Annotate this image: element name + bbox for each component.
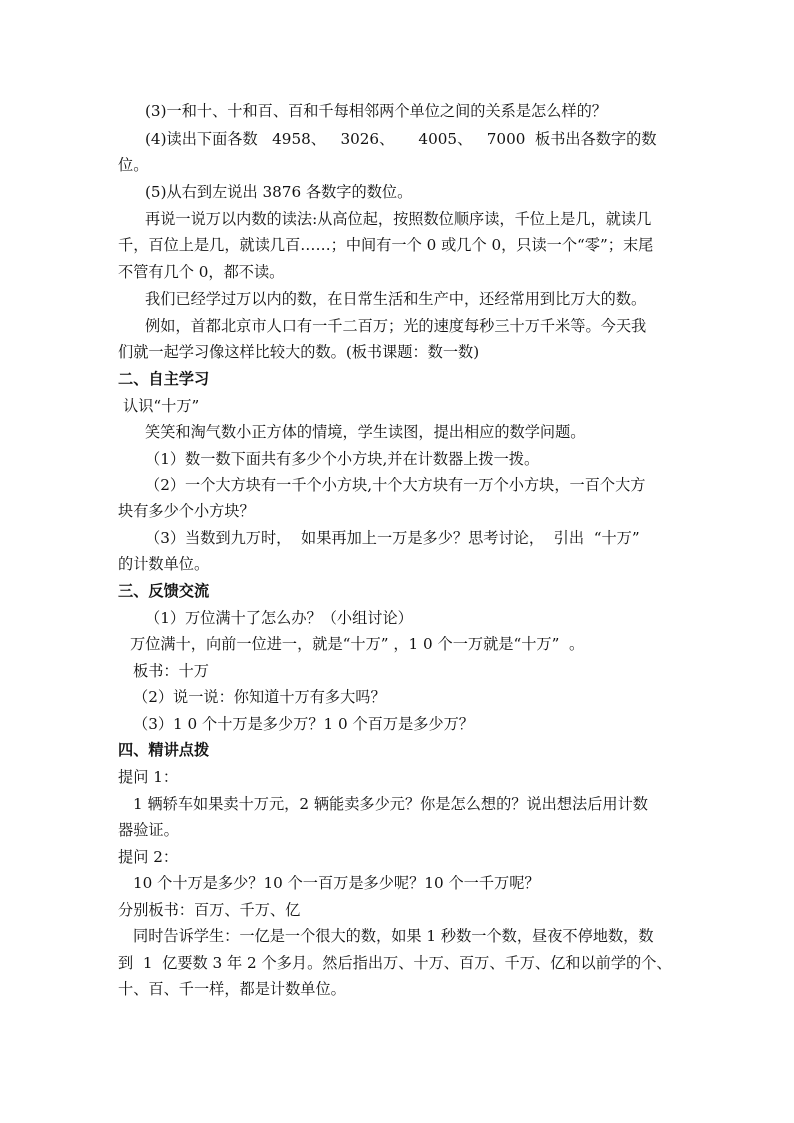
text-line: 千，百位上是几，就读几百……；中间有一个 0 或几个 0，只读一个“零”；末尾 (118, 236, 654, 254)
text-line: 10 个十万是多少？10 个一百万是多少呢？10 个一千万呢？ (133, 874, 540, 892)
text-line: 提问 2： (118, 848, 179, 866)
text-line: 我们已经学过万以内的数，在日常生活和生产中，还经常用到比万大的数。 (145, 290, 647, 308)
text-line: （2）说一说：你知道十万有多大吗？ (133, 688, 386, 706)
text-line: 1 辆轿车如果卖十万元，2 辆能卖多少元？你是怎么想的？说出想法后用计数 (133, 795, 648, 813)
text-line: 例如，首都北京市人口有一千二百万；光的速度每秒三十万千米等。今天我 (145, 317, 647, 335)
text-line: 同时告诉学生：一亿是一个很大的数，如果 1 秒数一个数，昼夜不停地数，数 (133, 927, 654, 945)
text-line: （2）一个大方块有一千个小方块,十个大方块有一万个小方块，一百个大方 (145, 476, 646, 494)
text-line: 器验证。 (118, 821, 179, 839)
text-line: 再说一说万以内数的读法:从高位起，按照数位顺序读，千位上是几，就读几 (145, 210, 652, 228)
text-line: 到 1 亿要数 3 年 2 个多月。然后指出万、十万、百万、千万、亿和以前学的个、 (118, 954, 672, 972)
text-line: （3）当数到九万时， 如果再加上一万是多少？思考讨论， 引出 “十万” (145, 529, 640, 547)
text-line: (5)从右到左说出 3876 各数字的数位。 (145, 183, 413, 201)
text-line: 十、百、千一样，都是计数单位。 (118, 980, 346, 998)
text-line: 提问 1： (118, 768, 179, 786)
text-line: 们就一起学习像这样比较大的数。(板书课题：数一数) (118, 343, 480, 361)
text-line: 的计数单位。 (118, 555, 210, 573)
text-line: 分别板书：百万、千万、亿 (118, 901, 301, 919)
text-line: 板书：十万 (133, 662, 209, 680)
text-line: 笑笑和淘气数小正方体的情境，学生读图，提出相应的数学问题。 (145, 423, 586, 441)
text-line: 块有多少个小方块？ (118, 502, 255, 520)
text-line: （3）1 0 个十万是多少万？1 0 个百万是多少万？ (133, 715, 474, 733)
text-line: 不管有几个 0，都不读。 (118, 263, 285, 281)
section-heading: 二、自主学习 (118, 370, 210, 388)
text-line: 位。 (118, 156, 149, 174)
text-line: （1）万位满十了怎么办？（小组讨论） (145, 609, 413, 627)
text-line: (4)读出下面各数 4958、 3026、 4005、 7000 板书出各数字的数 (145, 130, 657, 148)
section-heading: 四、精讲点拨 (118, 741, 210, 759)
text-line: （1）数一数下面共有多少个小方块,并在计数器上拨一拨。 (145, 450, 540, 468)
text-line: (3)一和十、十和百、百和千每相邻两个单位之间的关系是怎么样的？ (145, 102, 607, 120)
section-heading: 三、反馈交流 (118, 582, 210, 600)
text-line: 万位满十，向前一位进一，就是“十万” ，1 0 个一万就是“十万” 。 (130, 635, 585, 653)
text-line: 认识“十万” (123, 397, 200, 415)
